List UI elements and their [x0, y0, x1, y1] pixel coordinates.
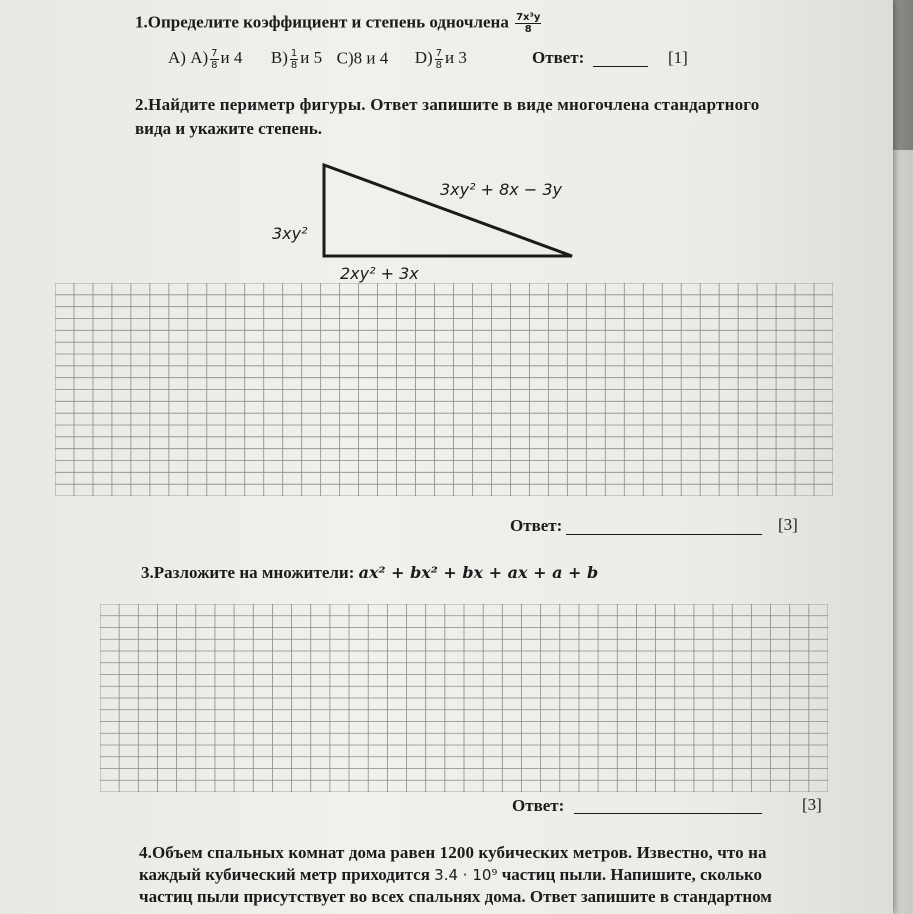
q1-option-d-num: 7 — [435, 48, 443, 59]
q3-question-text: 3.Разложите на множители: — [141, 563, 355, 582]
q1-answer-label: Ответ: — [532, 48, 585, 67]
q3-answer-label: Ответ: — [512, 796, 565, 815]
q3-points: [3] — [802, 795, 822, 814]
q1-option-a-prefix: А) A) — [168, 48, 209, 68]
q1-option-b-num: 1 — [290, 48, 298, 59]
q4-line2-a: каждый кубический метр приходится — [139, 865, 430, 884]
q2-triangle-figure — [0, 0, 893, 300]
q3-question — [141, 563, 598, 583]
q4-particle-count: 3.4 · 10⁹ — [434, 866, 498, 884]
q2-answer-blank[interactable] — [566, 518, 762, 535]
q1-option-a-suffix: и 4 — [220, 48, 243, 68]
q4-line3: частиц пыли присутствует во всех спальнях дома. Ответ запишите в стандартном — [139, 887, 772, 906]
q1-monomial-den: 8 — [524, 24, 532, 35]
q1-monomial-num: 7x³y — [516, 12, 541, 23]
q1-option-d-prefix: D) — [414, 48, 433, 68]
q1-option-d-suffix: и 3 — [445, 48, 467, 68]
q3-answer-grid[interactable] — [100, 604, 828, 792]
q1-points: [1] — [668, 48, 688, 67]
q2-answer-label: Ответ: — [510, 516, 563, 535]
q1-option-b-den: 8 — [290, 60, 298, 71]
q2-triangle — [324, 165, 572, 256]
q2-side-hyp-label: 3xy² + 8x − 3y — [440, 180, 562, 199]
q4-line2 — [139, 865, 762, 885]
q1-option-b-suffix: и 5 — [300, 48, 323, 68]
q2-question-line1: 2.Найдите периметр фигуры. Ответ запишите в виде многочлена стандартного — [135, 95, 760, 114]
q1-option-b-prefix: B) — [270, 48, 288, 68]
q3-expression: ax² + bx² + bx + ax + a + b — [358, 563, 599, 582]
q2-points: [3] — [778, 515, 798, 534]
q1-option-c[interactable]: C)8 и 4 — [336, 48, 389, 68]
q2-side-bottom-label: 2xy² + 3x — [340, 264, 419, 283]
q1-option-d-den: 8 — [435, 60, 443, 71]
q2-question-line2: вида и укажите степень. — [135, 119, 322, 138]
q1-option-a-den: 8 — [211, 60, 218, 71]
q1-option-a-num: 7 — [211, 48, 218, 59]
q2-side-left-label: 3xy² — [272, 224, 308, 243]
q1-question-text: 1.Определите коэффициент и степень одночлена — [135, 12, 509, 32]
q3-answer-blank[interactable] — [574, 797, 762, 814]
q4-line1: 4.Объем спальных комнат дома равен 1200 кубических метров. Известно, что на — [139, 843, 767, 862]
q4-line2-b: частиц пыли. Напишите, сколько — [501, 865, 763, 884]
q2-answer-grid[interactable] — [55, 283, 833, 496]
